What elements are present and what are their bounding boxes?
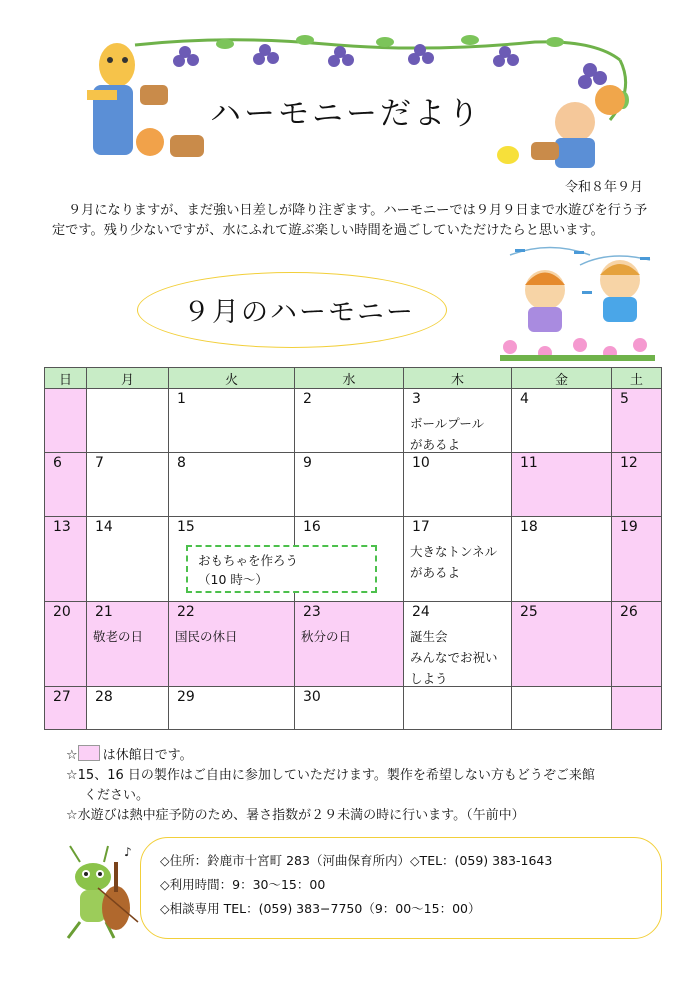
calendar-day-cell xyxy=(612,517,662,602)
calendar-week-row xyxy=(45,389,662,453)
day-number: 19 xyxy=(620,519,638,535)
calendar-day-cell xyxy=(512,517,612,602)
craft-note-continued: ください。 xyxy=(84,788,150,803)
day-number: 22 xyxy=(177,604,195,620)
day-number: 8 xyxy=(177,455,186,471)
hours-line: ◇利用時間：9：30〜15：00 xyxy=(160,877,326,892)
day-number: 25 xyxy=(520,604,538,620)
calendar-day-cell xyxy=(45,517,87,602)
day-number: 12 xyxy=(620,455,638,471)
newsletter-title: ハーモニーだより xyxy=(210,96,482,132)
day-number: 1 xyxy=(177,391,186,407)
day-number: 26 xyxy=(620,604,638,620)
calendar-day-cell xyxy=(87,453,169,517)
grasshopper-violin-illustration xyxy=(58,842,144,940)
weekday-header: 金 xyxy=(512,368,612,389)
day-number: 14 xyxy=(95,519,113,535)
legend-text: は休館日です。 xyxy=(102,748,193,763)
star-mark: ☆ xyxy=(66,748,78,763)
day-number: 30 xyxy=(303,689,321,705)
calendar-day-cell xyxy=(45,389,87,453)
event-title: おもちゃを作ろう xyxy=(198,553,299,568)
calendar-day-cell xyxy=(87,687,169,730)
calendar-day-cell xyxy=(512,453,612,517)
calendar-day-cell xyxy=(169,453,295,517)
calendar-day-cell xyxy=(45,453,87,517)
calendar-day-cell xyxy=(87,602,169,687)
day-number: 13 xyxy=(53,519,71,535)
day-number: 11 xyxy=(520,455,538,471)
calendar-day-cell xyxy=(404,453,512,517)
weekday-header: 火 xyxy=(169,368,295,389)
calendar-day-cell xyxy=(512,389,612,453)
day-number: 2 xyxy=(303,391,312,407)
weekday-header: 土 xyxy=(612,368,662,389)
day-event-note: 誕生会 みんなでお祝い しよう xyxy=(410,629,498,686)
notes-section xyxy=(66,745,666,826)
calendar-day-cell xyxy=(404,687,512,730)
day-number: 9 xyxy=(303,455,312,471)
weekday-header: 月 xyxy=(87,368,169,389)
event-time: （10 時〜） xyxy=(198,572,268,587)
closed-day-swatch xyxy=(78,745,100,761)
day-event-note: ボールプール があるよ xyxy=(410,416,485,452)
closed-day-legend xyxy=(66,745,666,766)
calendar-day-cell xyxy=(512,602,612,687)
day-number: 7 xyxy=(95,455,104,471)
day-number: 28 xyxy=(95,689,113,705)
day-number: 21 xyxy=(95,604,113,620)
svg-text:♪: ♪ xyxy=(124,845,132,859)
calendar-day-cell xyxy=(612,453,662,517)
day-number: 10 xyxy=(412,455,430,471)
calendar-day-cell xyxy=(612,687,662,730)
calendar-day-cell xyxy=(169,389,295,453)
calendar-day-cell xyxy=(295,389,404,453)
day-event-note: 大きなトンネル があるよ xyxy=(410,544,498,580)
day-number: 15 xyxy=(177,519,195,535)
weekday-header: 水 xyxy=(295,368,404,389)
calendar-day-cell xyxy=(295,602,404,687)
day-number: 23 xyxy=(303,604,321,620)
calendar-day-cell xyxy=(404,602,512,687)
intro-paragraph: ９月になりますが、まだ強い日差しが降り注ぎます。ハーモニーでは９月９日まで水遊びを行う予定です。残り少ないですが、水にふれて遊ぶ楽しい時間を過ごしていただけたらと思います。 xyxy=(52,203,648,238)
day-number: 27 xyxy=(53,689,71,705)
weekday-header: 日 xyxy=(45,368,87,389)
calendar-day-cell xyxy=(612,602,662,687)
calendar-week-row xyxy=(45,453,662,517)
day-number: 18 xyxy=(520,519,538,535)
consultation-line: ◇相談専用 TEL：(059) 383−7750（9：00〜15：00） xyxy=(160,901,481,916)
toy-making-event-box xyxy=(186,545,377,593)
calendar-day-cell xyxy=(404,517,512,602)
day-number: 4 xyxy=(520,391,529,407)
calendar-day-cell xyxy=(169,687,295,730)
day-number: 20 xyxy=(53,604,71,620)
month-title: ９月のハーモニー xyxy=(183,297,415,328)
water-play-note: ☆水遊びは熱中症予防のため、暑さ指数が２９未満の時に行います。（午前中） xyxy=(66,808,525,823)
weekday-header: 木 xyxy=(404,368,512,389)
craft-note: ☆15、16 日の製作はご自由に参加していただけます。製作を希望しない方もどうぞご来館 xyxy=(66,768,595,783)
calendar-day-cell xyxy=(169,602,295,687)
weekday-header-row xyxy=(45,368,662,389)
issue-date: 令和８年９月 xyxy=(565,180,644,195)
kids-dragonflies-illustration xyxy=(490,235,665,370)
address-line: ◇住所：鈴鹿市十宮町 283（河曲保育所内）◇TEL：(059) 383-1643 xyxy=(160,853,553,868)
calendar-day-cell xyxy=(512,687,612,730)
day-event-note: 敬老の日 xyxy=(93,629,144,644)
calendar-week-row xyxy=(45,602,662,687)
calendar-day-cell xyxy=(612,389,662,453)
calendar-day-cell xyxy=(87,517,169,602)
day-number: 6 xyxy=(53,455,62,471)
day-number: 16 xyxy=(303,519,321,535)
calendar-day-cell xyxy=(45,602,87,687)
day-number: 24 xyxy=(412,604,430,620)
calendar-day-cell xyxy=(45,687,87,730)
calendar-week-row xyxy=(45,687,662,730)
calendar-day-cell xyxy=(404,389,512,453)
day-number: 29 xyxy=(177,689,195,705)
day-event-note: 秋分の日 xyxy=(301,629,352,644)
day-number: 5 xyxy=(620,391,629,407)
day-number: 17 xyxy=(412,519,430,535)
day-number: 3 xyxy=(412,391,421,407)
contact-info xyxy=(160,849,552,921)
calendar-day-cell xyxy=(295,687,404,730)
calendar-day-cell xyxy=(295,453,404,517)
day-event-note: 国民の休日 xyxy=(175,629,238,644)
calendar-day-cell xyxy=(87,389,169,453)
